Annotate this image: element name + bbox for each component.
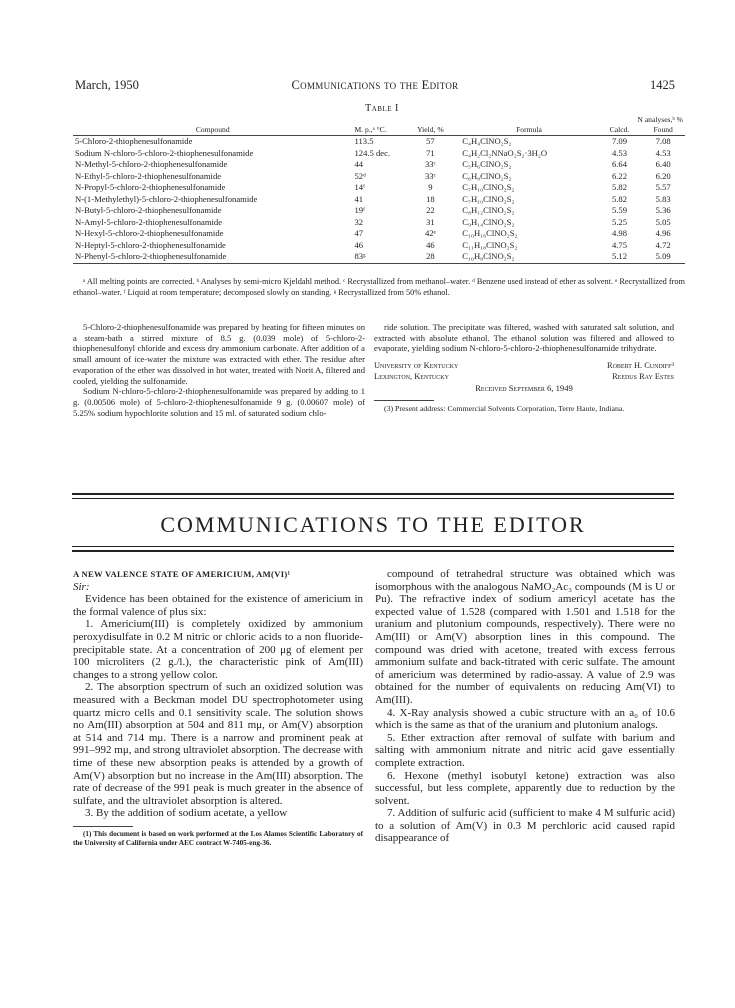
melting-point: 47 [354,228,364,238]
yield: 33ᶜ [425,170,436,181]
n-found: 4.72 [655,239,671,250]
n-found: 7.08 [655,136,671,146]
n-calcd: 4.98 [611,228,627,238]
footnote-divider [73,826,133,827]
paragraph: 1. Americium(III) is completely oxidized by ammonium peroxydisulfate in 0.2 M nitric or chloric acids to a non fluoride-precipitable state. At a concentration of 200 μg of element per 100 microliters (2 g./l.), the characteristic pink of Am(III) changes to a strong yellow color. [73,618,363,681]
section-title: COMMUNICATIONS TO THE EDITOR [160,512,586,537]
melting-point: 14ᶠ [354,182,365,192]
yield: 22 [426,205,435,215]
table-row [73,136,685,148]
table-row [73,240,685,252]
n-found: 5.83 [655,193,671,204]
formula: C₇H₁₀ClNO₂S₂ [462,182,515,192]
yield: 42ᵉ [425,228,436,238]
melting-point: 44 [354,159,364,169]
table-row [73,228,685,240]
yield: 57 [426,136,435,146]
paragraph: 7. Addition of sulfuric acid (sufficient to make 4 M sulfuric acid) to a solution of Am(V) in 0.3 M perchloric acid caused rapid disappearance of [375,807,675,845]
section-rule [72,550,674,552]
n-calcd: 5.59 [611,205,627,215]
yield: 71 [426,147,435,158]
melting-point: 52ᵈ [354,170,366,181]
col-n-analyses: N analyses,ᵇ % [637,115,683,124]
compound-name: N-Propyl-5-chloro-2-thiophenesulfonamide [75,182,226,192]
col-mp: M. p.,ᵃ °C. [353,126,409,136]
paragraph: compound of tetrahedral structure was obtained which was isomorphous with the analogous NaMO₂Ac₃ compounds (M is U or Pu). The refractive index of sodium americyl acetate has the expected value of 1.528 (compared with 1.501 and 1.518 for the uranium and plutonium compounds, respectively). There were no Am(III) or Am(V) absorption lines in this compound. The compound was dried with acetone, treated with excess ferrous ammonium sulfate and back-titrated with ceric sulfate. The amount of americium was determined by radio-assay. A value of 2.9 was obtained for the number of equivalents on reducing Am(VI) to Am(III). [375,568,675,706]
n-found: 4.53 [655,147,671,158]
experimental-text [73,322,365,418]
paragraph: 5. Ether extraction after removal of sulfate with barium and salting with ammonium nitrate and nitric acid gave essentially complete extraction. [375,731,675,769]
melting-point: 41 [354,193,364,204]
n-calcd: 4.53 [611,147,627,158]
compound-name: N-Methyl-5-chloro-2-thiophenesulfonamide [75,159,228,169]
author: Robert H. Cundiff³ [607,361,674,371]
compound-name: N-(1-Methylethyl)-5-chloro-2-thiophenesulfonamide [75,193,258,204]
footnote-divider [374,400,434,401]
n-calcd: 5.82 [611,193,627,204]
col-yield: Yield, % [409,126,453,136]
n-found: 5.09 [641,251,685,263]
formula: C₁₀H₁₆ClNO₂S₂ [462,228,518,238]
paragraph: ride solution. The precipitate was filtered, washed with saturated salt solution, and extracted with absolute ethanol. The ethanol solution was filtered and allowed to evaporate, yielding sodium N-chloro-5-chloro-2-thiophenesulfonamide trihydrate. [374,322,674,354]
col-calcd: Calcd. [598,126,642,136]
compound-name: N-Butyl-5-chloro-2-thiophenesulfonamide [75,205,222,215]
formula: C₄H₂Cl₂NNaO₂S₂·3H₂O [462,147,548,158]
article-right-column [375,568,675,845]
compound-name: Sodium N-chloro-5-chloro-2-thiophenesulfonamide [75,147,254,158]
paragraph: 5-Chloro-2-thiophenesulfonamide was prepared by heating for fifteen minutes on a steam-bath a stirred mixture of 8.5 g. (0.039 mole) of 5-chloro-2-thiophenesulfonyl chloride and excess dry ammonium carbonate. After addition of a small amount of ice-water the mixture was extracted with ether. The residue after evaporation of the ether was dissolved in hot water, treated with Norit A, filtered and cooled, yielding the sulfonamide. [73,322,365,386]
article-title: A NEW VALENCE STATE OF AMERICIUM, AM(VI)¹ [73,569,291,579]
affiliation-city: Lexington, Kentucky [374,372,449,382]
col-compound: Compound [73,126,353,136]
article-left-column [73,568,363,847]
received-date: Received September 6, 1949 [475,383,573,394]
paragraph: 4. X-Ray analysis showed a cubic structure with an a₀ of 10.6 which is the same as that of the uranium and plutonium analogs. [375,706,675,732]
formula: C₁₀H₈ClNO₂S₂ [452,251,597,263]
section-rule [72,546,674,547]
table-footnotes: ᵃ All melting points are corrected. ᵇ Analyses by semi-micro Kjeldahl method. ᶜ Recrystallized from methanol–water. ᵈ Benzene used instead of ether as solvent. ᵉ Recrystallized from ethanol–water. ᶠ Liquid at room temperature; decomposed slowly on standing. ᵍ Recrystallized from 50% ethanol. [73,277,685,297]
footnote: (1) This document is based on work performed at the Los Alamos Scientific Laboratory of the University of California under AEC contract W-7405-eng-36. [73,829,363,847]
table-row [73,159,685,171]
paragraph: Evidence has been obtained for the existence of americium in the formal valence of plus six: [73,593,363,618]
header-section: Communications to the Editor [291,78,459,92]
n-calcd: 5.82 [611,182,627,192]
n-found: 5.57 [655,182,671,192]
table-row [73,171,685,183]
compound-name: N-Hexyl-5-chloro-2-thiophenesulfonamide [75,228,224,238]
paragraph: Sodium N-chloro-5-chloro-2-thiophenesulfonamide was prepared by adding to 1 g. (0.00506 mole) of 5-chloro-2-thiophenesulfonamide 9 g. (0.00607 mole) of 5.25% sodium hypochlorite solution and 15 ml. of saturated sodium chlo- [73,386,365,418]
footnote: (3) Present address: Commercial Solvents Corporation, Terre Haute, Indiana. [384,403,625,413]
yield: 31 [426,216,435,227]
melting-point: 32 [354,216,364,227]
formula: C₆H₈ClNO₂S₂ [462,170,512,181]
page-number: 1425 [650,78,675,92]
table-row [73,148,685,160]
experimental-text-continued [374,322,674,414]
compound-name: N-Phenyl-5-chloro-2-thiophenesulfonamide [73,251,353,263]
yield: 46 [426,239,435,250]
section-rule [72,498,674,499]
formula: C₄H₄ClNO₂S₂ [462,136,512,146]
formula: C₅H₆ClNO₂S₂ [462,159,512,169]
col-found: Found [641,126,685,136]
n-calcd: 5.12 [598,251,642,263]
compound-name: N-Ethyl-5-chloro-2-thiophenesulfonamide [75,170,222,181]
n-found: 4.96 [655,228,671,238]
compound-name: 5-Chloro-2-thiophenesulfonamide [75,136,193,146]
paragraph: 3. By the addition of sodium acetate, a yellow [85,807,288,820]
table-row [73,251,685,263]
table-row [73,194,685,206]
compound-table [73,116,685,264]
compound-name: N-Amyl-5-chloro-2-thiophenesulfonamide [75,216,223,227]
n-found: 5.36 [655,205,671,215]
table-row [73,182,685,194]
formula: C₁₁H₁₈ClNO₂S₂ [462,239,518,250]
paragraph: 6. Hexone (methyl isobutyl ketone) extraction was also successful, but less complete, apparently due to reduction by the solvent. [375,769,675,807]
formula: C₈H₁₂ClNO₂S₂ [462,205,515,215]
col-formula: Formula [452,126,597,136]
n-calcd: 5.25 [611,216,627,227]
yield: 9 [428,182,433,192]
yield: 18 [426,193,435,204]
table-row [73,205,685,217]
affiliation: University of Kentucky [374,361,459,371]
salutation: Sir: [73,580,90,593]
n-calcd: 4.75 [611,239,627,250]
n-found: 5.05 [655,216,671,227]
paragraph: 2. The absorption spectrum of such an oxidized solution was measured with a Beckman model DU spectrophotometer using quartz micro cells and 0.1 sensitivity scale. The solution shows no Am(III) absorption at 504 and 811 mμ, or Am(V) absorption at 514 and 714 mμ. There is a narrow and prominent peak at 991–992 mμ, and strong ultraviolet absorption. The decrease with time of these new absorption peaks is attended by a growth of Am(V) absorption but no increase in the Am(III) absorption. The rate of decrease of the 991 peak is much greater in the absence of sulfate, and the ultraviolet absorption is altered. [73,681,363,807]
formula: C₉H₁₄ClNO₂S₂ [462,216,515,227]
n-calcd: 7.09 [611,136,627,146]
header-date: March, 1950 [75,78,139,92]
section-rule [72,493,674,495]
table-title: Table I [365,103,399,114]
melting-point: 83ᵍ [353,251,409,263]
signature-block [374,360,674,382]
melting-point: 113.5 [354,136,374,146]
table-1 [73,103,685,264]
n-calcd: 6.64 [611,159,627,169]
author: Reedus Ray Estes [612,372,674,382]
table-row [73,217,685,229]
n-calcd: 6.22 [611,170,627,181]
n-found: 6.20 [655,170,671,181]
melting-point: 124.5 dec. [354,147,391,158]
running-header [75,78,675,94]
yield: 28 [409,251,453,263]
n-found: 6.40 [655,159,671,169]
melting-point: 19ᶠ [354,205,365,215]
yield: 33ᶜ [425,159,436,169]
melting-point: 46 [354,239,364,250]
compound-name: N-Heptyl-5-chloro-2-thiophenesulfonamide [75,239,226,250]
formula: C₇H₁₀ClNO₂S₂ [462,193,515,204]
